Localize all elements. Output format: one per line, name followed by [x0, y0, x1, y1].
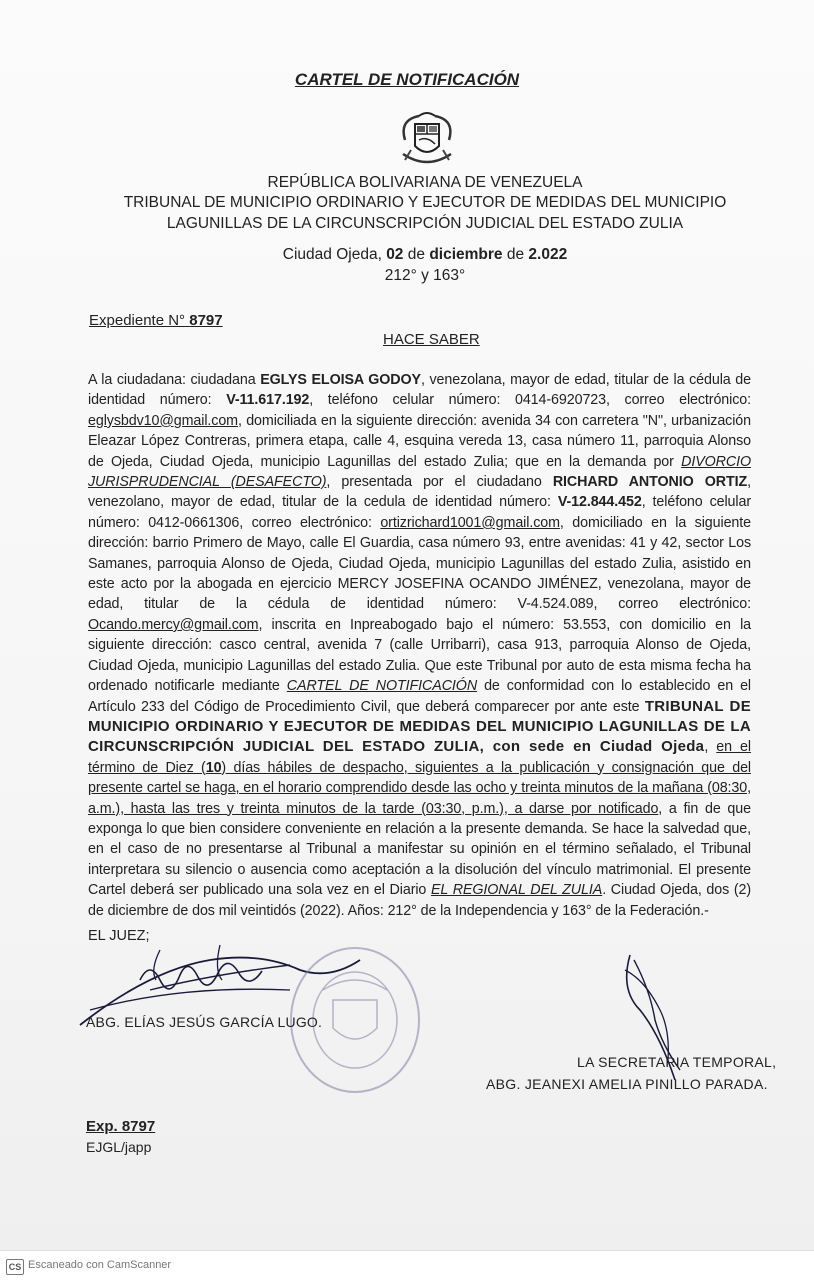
defendant-email: eglysbdv10@gmail.com — [88, 412, 238, 429]
defendant-id: V-11.617.192 — [226, 392, 310, 409]
expediente-number: 8797 — [189, 312, 223, 329]
case-type: DIVORCIO JURISPRUDENCIAL (DESAFECTO) — [88, 453, 751, 491]
body-text: , inscrita en Inpreabogado bajo el número: 53.553, con domicilio en la siguiente dirección: casco central, avenida 7 (calle Urribarri), casa 913, parroquia Alonso de Ojeda, Ciudad Ojeda, municipio Lagunillas del estado Zulia. Que este Tribunal por auto de esta misma fecha ha ordenado notificarle mediante — [88, 616, 751, 695]
term-days: 10 — [205, 759, 222, 776]
document-date — [0, 246, 814, 264]
plaintiff-id: V-12.844.452 — [557, 494, 642, 511]
date-city: Ciudad Ojeda, — [282, 246, 382, 263]
newspaper-name: EL REGIONAL DEL ZULIA — [430, 882, 603, 899]
body-text: . Ciudad Ojeda, dos (2) de diciembre de dos mil veintidós (2022). Años: 212° de la Independencia y 163° de la Federación.- — [88, 882, 752, 919]
header-line-2: TRIBUNAL DE MUNICIPIO ORDINARIO Y EJECUTOR DE MEDIDAS DEL MUNICIPIO — [123, 194, 727, 211]
body-text: , domiciliada en la siguiente dirección: avenida 34 con carretera "N", urbanización Eleazar López Contreras, primera etapa, calle 4, esquina vereda 13, casa número 11, parroquia Alonso de Ojeda, Ciudad Ojeda, municipio Lagunillas del estado Zulia; que en la demanda por — [88, 412, 751, 470]
document-title: CARTEL DE NOTIFICACIÓN — [294, 70, 520, 89]
term-text: ) días hábiles de despacho, siguientes a la publicación y consignación que del presente cartel se haga, en el horario comprendido desde las ocho y treinta minutos de la mañana (08:30, a.m.), hasta las tres y treinta minutos de la tarde (03:30, p.m.), a darse por notificado — [88, 759, 751, 817]
body-text: , domiciliado en la siguiente dirección: barrio Primero de Mayo, calle El Guardia, casa número 93, entre avenidas: 41 y 42, sector Los Samanes, parroquia Alonso de Ojeda, Ciudad Ojeda, municipio Lagunillas del estado Zulia, asistido en este acto por la abogada en ejercicio MERCY JOSEFINA OCANDO JIMÉNEZ, venezolana, mayor de edad, titular de la cédula de identidad número: V-4.524.089, correo electrónico: — [88, 514, 751, 613]
date-month: diciembre — [429, 246, 503, 263]
notification-body — [88, 370, 751, 921]
expediente-short: Exp. 8797 — [86, 1118, 156, 1135]
term-text: en el término de Diez ( — [88, 739, 751, 776]
expediente-line — [89, 312, 223, 329]
body-text: , venezolano, mayor de edad, titular de la cedula de identidad número: — [88, 474, 751, 511]
date-year: 2.022 — [528, 246, 568, 263]
scanner-footer — [0, 1250, 814, 1281]
secretary-name: ABG. JEANEXI AMELIA PINILLO PARADA. — [486, 1076, 768, 1092]
defendant-name: EGLYS ELOISA GODOY — [260, 372, 421, 388]
tribunal-name: TRIBUNAL DE MUNICIPIO ORDINARIO Y EJECUTOR DE MEDIDAS DEL MUNICIPIO LAGUNILLAS DE LA CIRCUNSCRIPCIÓN JUDICIAL DEL ESTADO ZULIA, con sede en Ciudad Ojeda — [88, 697, 751, 756]
lawyer-email: Ocando.mercy@gmail.com — [88, 616, 259, 633]
cartel-reference: CARTEL DE NOTIFICACIÓN — [286, 678, 478, 695]
body-text: , teléfono celular número: 0412-0661306, correo electrónico: — [88, 494, 751, 531]
date-de: de — [506, 246, 525, 263]
body-text: , venezolana, mayor de edad, titular de la cédula de identidad número: — [88, 372, 751, 409]
plaintiff-name: RICHARD ANTONIO ORTIZ — [552, 474, 748, 491]
body-text: , — [704, 739, 717, 756]
date-de: de — [407, 246, 425, 263]
hace-saber-heading: HACE SABER — [383, 331, 480, 348]
body-text: , teléfono celular número: 0414-6920723, correo electrónico: — [309, 392, 752, 409]
body-text: A la ciudadana: ciudadana — [88, 372, 261, 388]
date-day: 02 — [386, 246, 404, 263]
judge-name: ABG. ELÍAS JESÚS GARCÍA LUGO. — [86, 1014, 323, 1030]
independence-years: 212° y 163° — [384, 267, 466, 284]
expediente-label: Expediente N° — [89, 312, 186, 329]
document-initials: EJGL/japp — [86, 1139, 152, 1155]
body-text: , a fin de que exponga lo que bien considere conveniente en relación a la presente demanda. Se hace la salvedad que, en el caso de no presentarse al Tribunal a manifestar su opinión en el término señalado, el Tribunal interpretara su silencio o ausencia como aceptación a la disolución del vínculo matrimonial. El presente Cartel deberá ser publicado una sola vez en el Diario — [88, 800, 751, 899]
body-text: de conformidad con lo establecido en el Artículo 233 del Código de Procedimiento Civil, que deberá comparecer por ante este — [88, 678, 752, 715]
judge-label: EL JUEZ; — [88, 928, 150, 944]
coat-of-arms-icon — [397, 110, 457, 172]
header-line-1: REPÚBLICA BOLIVARIANA DE VENEZUELA — [267, 174, 583, 191]
body-text: , presentada por el ciudadano — [326, 474, 553, 491]
secretary-title: LA SECRETARIA TEMPORAL, — [577, 1054, 777, 1070]
scanner-label: Escaneado con CamScanner — [28, 1259, 172, 1271]
plaintiff-email: ortizrichard1001@gmail.com — [380, 514, 560, 531]
header-line-3: LAGUNILLAS DE LA CIRCUNSCRIPCIÓN JUDICIAL DEL ESTADO ZULIA — [166, 215, 684, 232]
camscanner-icon: CS — [6, 1259, 24, 1275]
